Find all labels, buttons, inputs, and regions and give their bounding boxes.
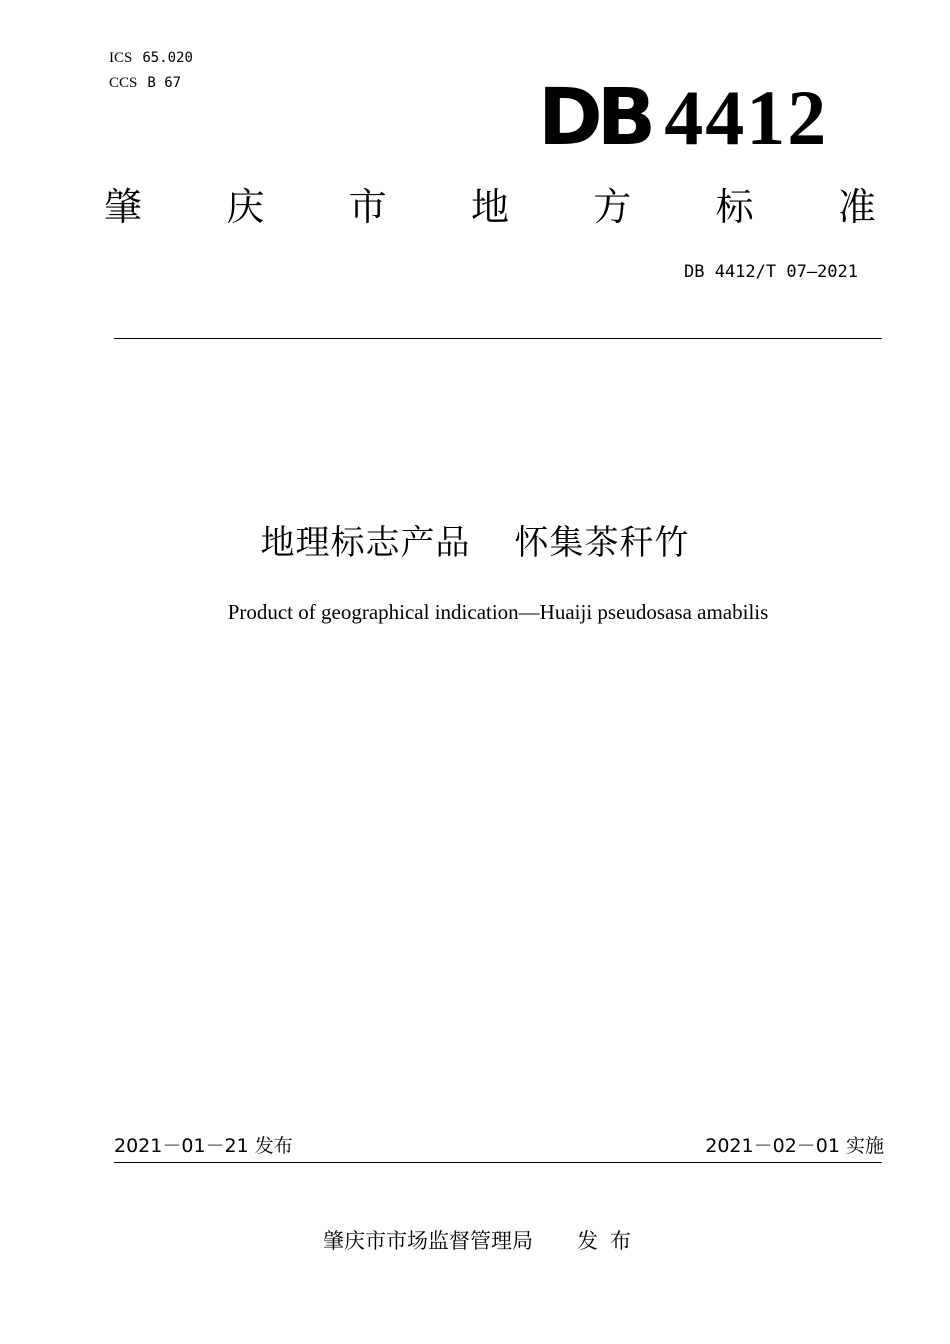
standard-number: DB 4412/T 07—2021 bbox=[684, 262, 858, 282]
title-english: Product of geographical indication—Huaiji pseudosasa amabilis bbox=[227, 600, 769, 624]
title-chinese-part2: 怀集茶秆竹 bbox=[514, 523, 690, 563]
db-logo bbox=[538, 73, 850, 163]
standard-type-char: 地 bbox=[470, 185, 509, 229]
publisher-action: 发布 bbox=[577, 1229, 643, 1253]
bottom-divider bbox=[114, 1162, 882, 1163]
standard-type-char: 肇 bbox=[104, 185, 143, 229]
ics-label: ICS bbox=[109, 50, 133, 66]
ics-code bbox=[109, 46, 193, 71]
implementation-date: 2021－02－01 实施 bbox=[705, 1135, 884, 1157]
title-chinese-part1: 地理标志产品 bbox=[260, 523, 471, 563]
standard-type-char: 市 bbox=[348, 185, 387, 229]
ccs-value: B 67 bbox=[147, 75, 182, 91]
standard-type-char: 庆 bbox=[226, 185, 265, 229]
db-mark: DB bbox=[538, 73, 651, 163]
classification-codes bbox=[109, 46, 193, 96]
standard-type-char: 标 bbox=[715, 185, 754, 229]
standard-type bbox=[104, 184, 876, 230]
ccs-code bbox=[109, 71, 193, 96]
ics-value: 65.020 bbox=[142, 50, 193, 66]
publisher-name: 肇庆市市场监督管理局 bbox=[323, 1229, 533, 1253]
standard-type-char: 准 bbox=[837, 185, 876, 229]
standard-type-char: 方 bbox=[593, 185, 632, 229]
issue-date: 2021－01－21 发布 bbox=[114, 1135, 293, 1157]
top-divider bbox=[114, 338, 882, 339]
db-code: 4412 bbox=[664, 74, 829, 161]
title-chinese bbox=[0, 520, 950, 566]
ccs-label: CCS bbox=[109, 75, 138, 91]
publisher bbox=[323, 1226, 643, 1256]
